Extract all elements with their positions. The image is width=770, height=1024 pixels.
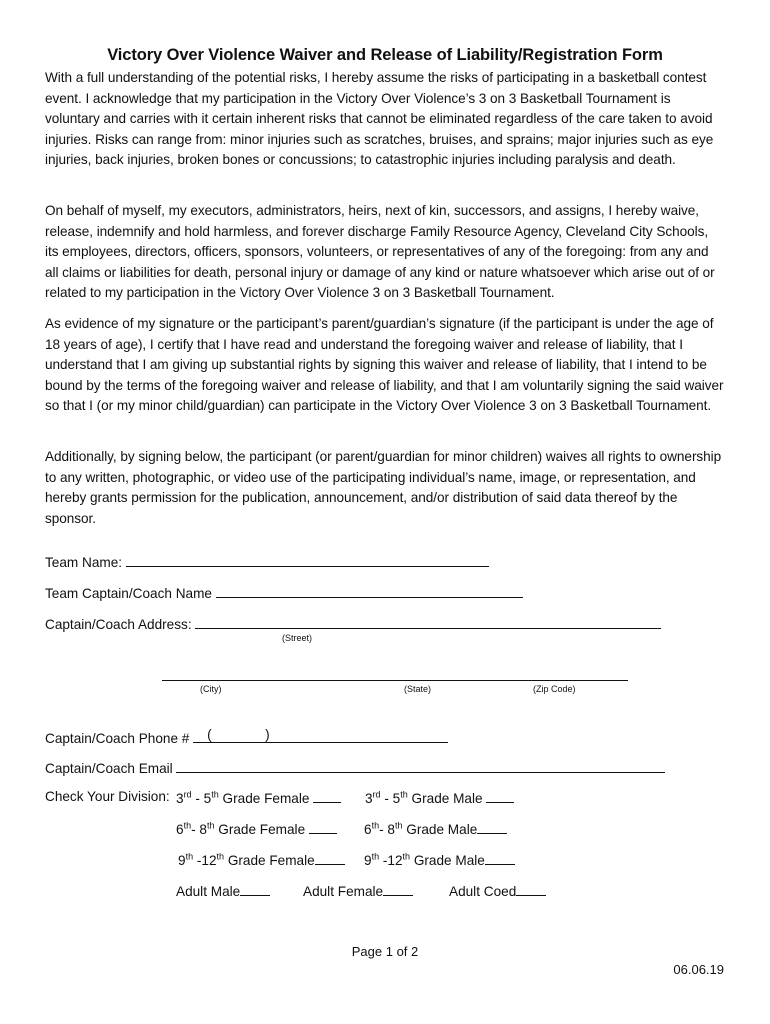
- captain-address-label: Captain/Coach Address:: [45, 617, 192, 632]
- checkbox-9-12-female[interactable]: [315, 851, 345, 865]
- division-6-8-male: 6th- 8th Grade Male: [364, 820, 507, 837]
- city-caption: (City): [200, 684, 222, 694]
- team-name-row: [45, 552, 489, 570]
- captain-name-label: Team Captain/Coach Name: [45, 586, 212, 601]
- checkbox-3-5-female[interactable]: [313, 789, 341, 803]
- division-adult-female: Adult Female: [303, 882, 413, 899]
- city-state-zip-field[interactable]: [162, 680, 628, 681]
- checkbox-6-8-female[interactable]: [309, 820, 337, 834]
- page-number: Page 1 of 2: [351, 944, 419, 959]
- street-field[interactable]: [195, 614, 661, 629]
- division-3-5-male: 3rd - 5th Grade Male: [365, 789, 514, 806]
- phone-area-close: ): [265, 727, 270, 742]
- division-6-8-female: 6th- 8th Grade Female: [176, 820, 337, 837]
- revision-date: 06.06.19: [673, 962, 724, 977]
- email-field[interactable]: [176, 758, 665, 773]
- email-label: Captain/Coach Email: [45, 761, 173, 776]
- street-caption: (Street): [282, 633, 313, 643]
- team-name-label: Team Name:: [45, 555, 123, 570]
- paragraph-media-rights: Additionally, by signing below, the participant (or parent/guardian for minor children) waives all rights to ownership to any written, photographic, or video use of the participating individual’s name, image, or representation, and hereby grants permission for the publication, announcement, and/or distribution of said data thereof by the sponsor.: [45, 449, 722, 526]
- phone-field[interactable]: [193, 728, 448, 743]
- email-row: [45, 758, 665, 776]
- captain-address-row: [45, 614, 661, 632]
- phone-row: [45, 728, 448, 746]
- captain-name-field[interactable]: [216, 583, 523, 598]
- division-9-12-male: 9th -12th Grade Male: [364, 851, 515, 868]
- team-name-field[interactable]: [126, 552, 489, 567]
- zip-caption: (Zip Code): [533, 684, 576, 694]
- checkbox-9-12-male[interactable]: [485, 851, 515, 865]
- checkbox-3-5-male[interactable]: [486, 789, 514, 803]
- phone-label: Captain/Coach Phone #: [45, 731, 190, 746]
- checkbox-adult-female[interactable]: [383, 882, 413, 896]
- phone-area-open: (: [207, 727, 212, 742]
- captain-name-row: [45, 583, 523, 601]
- paragraph-assumption-of-risk: With a full understanding of the potential risks, I hereby assume the risks of participating in a basketball contest event. I acknowledge that my participation in the Victory Over Violence’s 3 on 3 Basketball Tournament is voluntary and carries with it certain inherent risks that cannot be eliminated regardless of the care taken to avoid injuries. Risks can range from: minor injuries such as scratches, bruises, and sprains; major injuries such as eye injuries, back injuries, broken bones or concussions; to catastrophic injuries including paralysis and death.: [45, 70, 714, 167]
- division-label: Check Your Division:: [45, 789, 170, 804]
- division-9-12-female: 9th -12th Grade Female: [178, 851, 345, 868]
- division-adult-male: Adult Male: [176, 882, 270, 899]
- checkbox-adult-male[interactable]: [240, 882, 270, 896]
- checkbox-adult-coed[interactable]: [516, 882, 546, 896]
- state-caption: (State): [404, 684, 432, 694]
- division-3-5-female: 3rd - 5th Grade Female: [176, 789, 341, 806]
- paragraph-release: On behalf of myself, my executors, administrators, heirs, next of kin, successors, and assigns, I hereby waive, release, indemnify and hold harmless, and forever discharge Family Resource Agency, Cleveland City Schools, its employees, directors, officers, sponsors, volunteers, or representatives of any of the foregoing: from any and all claims or liabilities for death, personal injury or damage of any kind or nature whatsoever which arise out of or related to my participation in the Victory Over Violence 3 on 3 Basketball Tournament.: [45, 203, 715, 300]
- checkbox-6-8-male[interactable]: [477, 820, 507, 834]
- division-adult-coed: Adult Coed: [449, 882, 546, 899]
- paragraph-signature-evidence: As evidence of my signature or the participant’s parent/guardian’s signature (if the participant is under the age of 18 years of age), I certify that I have read and understand the foregoing waiver and release of liability, that I understand that I am giving up substantial rights by signing this waiver and release of liability, that I intend to be bound by the terms of the foregoing waiver and release of liability, and that I am voluntarily signing the said waiver so that I (or my minor child/guardian) can participate in the Victory Over Violence 3 on 3 Basketball Tournament.: [45, 316, 724, 413]
- form-title: Victory Over Violence Waiver and Release of Liability/Registration Form: [107, 46, 663, 64]
